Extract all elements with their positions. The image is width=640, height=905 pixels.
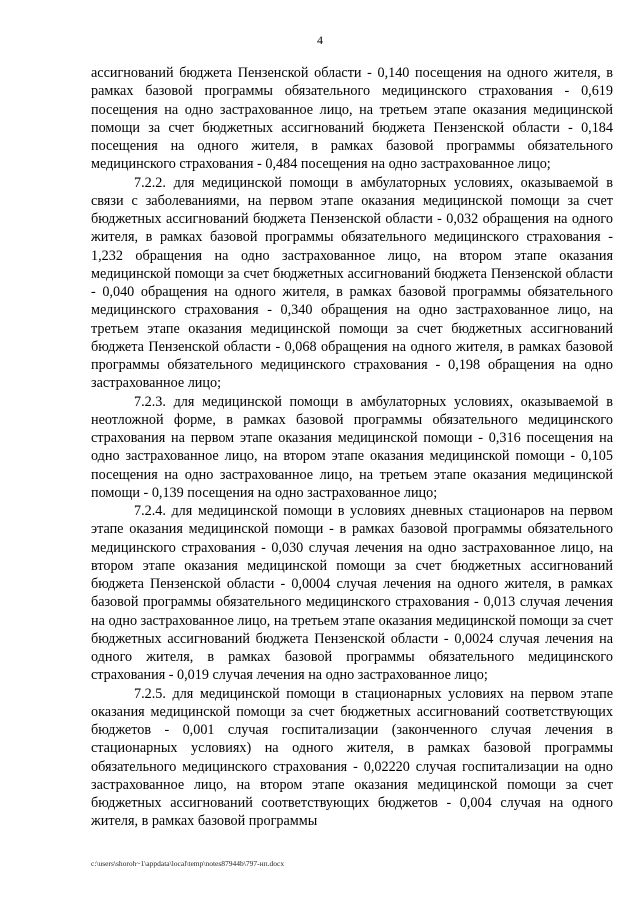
paragraph-7-2-2: 7.2.2. для медицинской помощи в амбулаторных условиях, оказываемой в связи с заболеваниями, на первом этапе оказания медицинской помощи за счет бюджетных ассигнований бюджета Пензенской области - 0,032 обращения на одного жителя, в рамках базовой программы обязательного медицинского страхования - 1,232 обращения на одно застрахованное лицо, на втором этапе оказания медицинской помощи за счет бюджетных ассигнований бюджета Пензенской области - 0,040 обращения на одного жителя, в рамках базовой программы обязательного медицинского страхования - 0,340 обращения на одно застрахованное лицо, на третьем этапе оказания медицинской помощи за счет бюджетных ассигнований бюджета Пензенской области - 0,068 обращения на одного жителя, в рамках базовой программы обязательного медицинского страхования - 0,198 обращения на одно застрахованное лицо; — [91, 174, 613, 392]
page-number: 4 — [317, 33, 323, 47]
paragraph-7-2-5: 7.2.5. для медицинской помощи в стационарных условиях на первом этапе оказания медицинской помощи за счет бюджетных ассигнований соответствующих бюджетов - 0,001 случая госпитализации (законченного случая лечения в стационарных условиях) на одного жителя, в рамках базовой программы обязательного медицинского страхования - 0,02220 случая госпитализации на одно застрахованное лицо, на втором этапе оказания медицинской помощи за счет бюджетных ассигнований соответствующих бюджетов - 0,004 случая на одного жителя, в рамках базовой программы — [91, 685, 613, 830]
paragraph-continuation: ассигнований бюджета Пензенской области - 0,140 посещения на одного жителя, в рамках базовой программы обязательного медицинского страхования - 0,619 посещения на одно застрахованное лицо, на третьем этапе оказания медицинской помощи за счет бюджетных ассигнований бюджета Пензенской области - 0,184 посещения на одного жителя, в рамках базовой программы обязательного медицинского страхования - 0,484 посещения на одно застрахованное лицо; — [91, 65, 613, 173]
footer-file-path: c:\users\shoroh~1\appdata\local\temp\notes87944b\797-нп.docx — [91, 859, 285, 868]
paragraph-7-2-3: 7.2.3. для медицинской помощи в амбулаторных условиях, оказываемой в неотложной форме, в рамках базовой программы обязательного медицинского страхования на первом этапе оказания медицинской помощи - 0,316 посещения на одно застрахованное лицо, на втором этапе оказания медицинской помощи - 0,105 посещения на одно застрахованное лицо, на третьем этапе оказания медицинской помощи - 0,139 посещения на одно застрахованное лицо; — [91, 393, 613, 501]
document-body — [91, 64, 613, 831]
paragraph-7-2-4: 7.2.4. для медицинской помощи в условиях дневных стационаров на первом этапе оказания медицинской помощи - в рамках базовой программы обязательного медицинского страхования - 0,030 случая лечения на одно застрахованное лицо, на втором этапе оказания медицинской помощи за счет бюджетных ассигнований бюджета Пензенской области - 0,0004 случая лечения на одного жителя, в рамках базовой программы обязательного медицинского страхования - 0,013 случая лечения на одно застрахованное лицо, на третьем этапе оказания медицинской помощи за счет бюджетных ассигнований бюджета Пензенской области - 0,0024 случая лечения на одного жителя, в рамках базовой программы обязательного медицинского страхования - 0,019 случая лечения на одно застрахованное лицо; — [91, 503, 613, 684]
